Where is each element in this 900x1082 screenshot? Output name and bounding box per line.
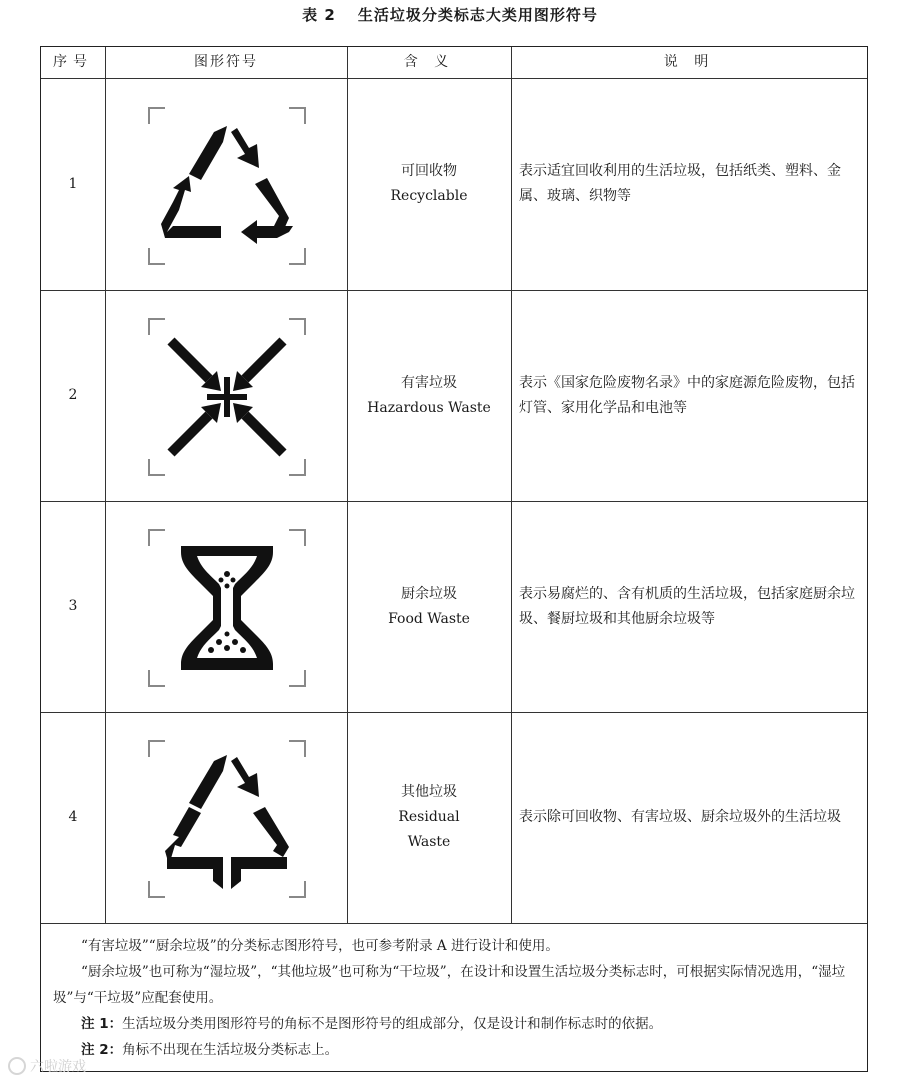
header-symbol: 图形符号: [194, 54, 258, 70]
table-title-text: 生活垃圾分类标志大类用图形符号: [357, 6, 598, 24]
explanation-text: 表示除可回收物、有害垃圾、厨余垃圾外的生活垃圾: [519, 809, 841, 825]
note-2-text: 角标不出现在生活垃圾分类标志上。: [122, 1042, 339, 1058]
meaning-en-line2: Waste: [407, 834, 451, 850]
meaning-en: Food Waste: [388, 610, 470, 627]
note-paragraph-1: “有害垃圾”“厨余垃圾”的分类标志图形符号，也可参考附录 A 进行设计和使用。: [81, 938, 559, 954]
meaning-cell: [347, 501, 511, 712]
note-2-label: 注 2：: [81, 1042, 123, 1058]
note-1-label: 注 1：: [81, 1016, 123, 1032]
classification-table: [40, 46, 868, 1072]
note-1: [53, 1011, 855, 1037]
meaning-cell: [347, 712, 511, 923]
table-notes: [41, 923, 869, 1063]
meaning-cn: 厨余垃圾: [401, 585, 457, 602]
explanation-text: 表示适宜回收利用的生活垃圾，包括纸类、塑料、金属、玻璃、织物等: [519, 163, 841, 204]
hazardous-arrows-icon: [147, 317, 307, 477]
explanation-cell: [511, 712, 867, 923]
note-1-text: 生活垃圾分类用图形符号的角标不是图形符号的组成部分，仅是设计和制作标志时的依据。: [122, 1016, 663, 1032]
meaning-cell: [347, 290, 511, 501]
recycle-icon: [147, 106, 307, 266]
hourglass-icon: [147, 528, 307, 688]
meaning-en: Hazardous Waste: [367, 399, 491, 416]
explanation-text: 表示《国家危险废物名录》中的家庭源危险废物，包括灯管、家用化学品和电池等: [519, 374, 855, 416]
meaning-cn: 其他垃圾: [401, 784, 457, 800]
row-number: 1: [68, 175, 78, 192]
row-number: 2: [68, 387, 78, 403]
residual-triangle-icon: [147, 739, 307, 899]
header-meaning: 含 义: [403, 54, 455, 70]
header-explanation: 说 明: [663, 54, 715, 70]
explanation-text: 表示易腐烂的、含有机质的生活垃圾，包括家庭厨余垃圾、餐厨垃圾和其他厨余垃圾等: [519, 585, 855, 627]
row-number: 3: [68, 598, 78, 614]
note-2: [53, 1037, 855, 1063]
meaning-en: Recyclable: [390, 188, 468, 204]
note-paragraph-2: “厨余垃圾”也可称为“湿垃圾”，“其他垃圾”也可称为“干垃圾”，在设计和设置生活垃圾分类标志时，可根据实际情况选用，“湿垃圾”与“干垃圾”应配套使用。: [53, 964, 846, 1006]
watermark-text: 六啦游戏: [30, 1059, 86, 1075]
watermark: [8, 1056, 86, 1076]
meaning-cell: [347, 78, 511, 290]
meaning-cn: 有害垃圾: [401, 374, 457, 391]
explanation-cell: [511, 78, 867, 290]
table-number: 表 2: [302, 6, 336, 24]
meaning-en: Residual: [398, 809, 460, 825]
header-no: 序号: [53, 54, 93, 70]
meaning-cn: 可回收物: [401, 163, 457, 179]
explanation-cell: [511, 501, 867, 712]
col-rule: [105, 47, 106, 923]
explanation-cell: [511, 290, 867, 501]
watermark-logo-icon: [8, 1057, 26, 1075]
table-title: [0, 4, 900, 25]
row-number: 4: [68, 809, 78, 825]
